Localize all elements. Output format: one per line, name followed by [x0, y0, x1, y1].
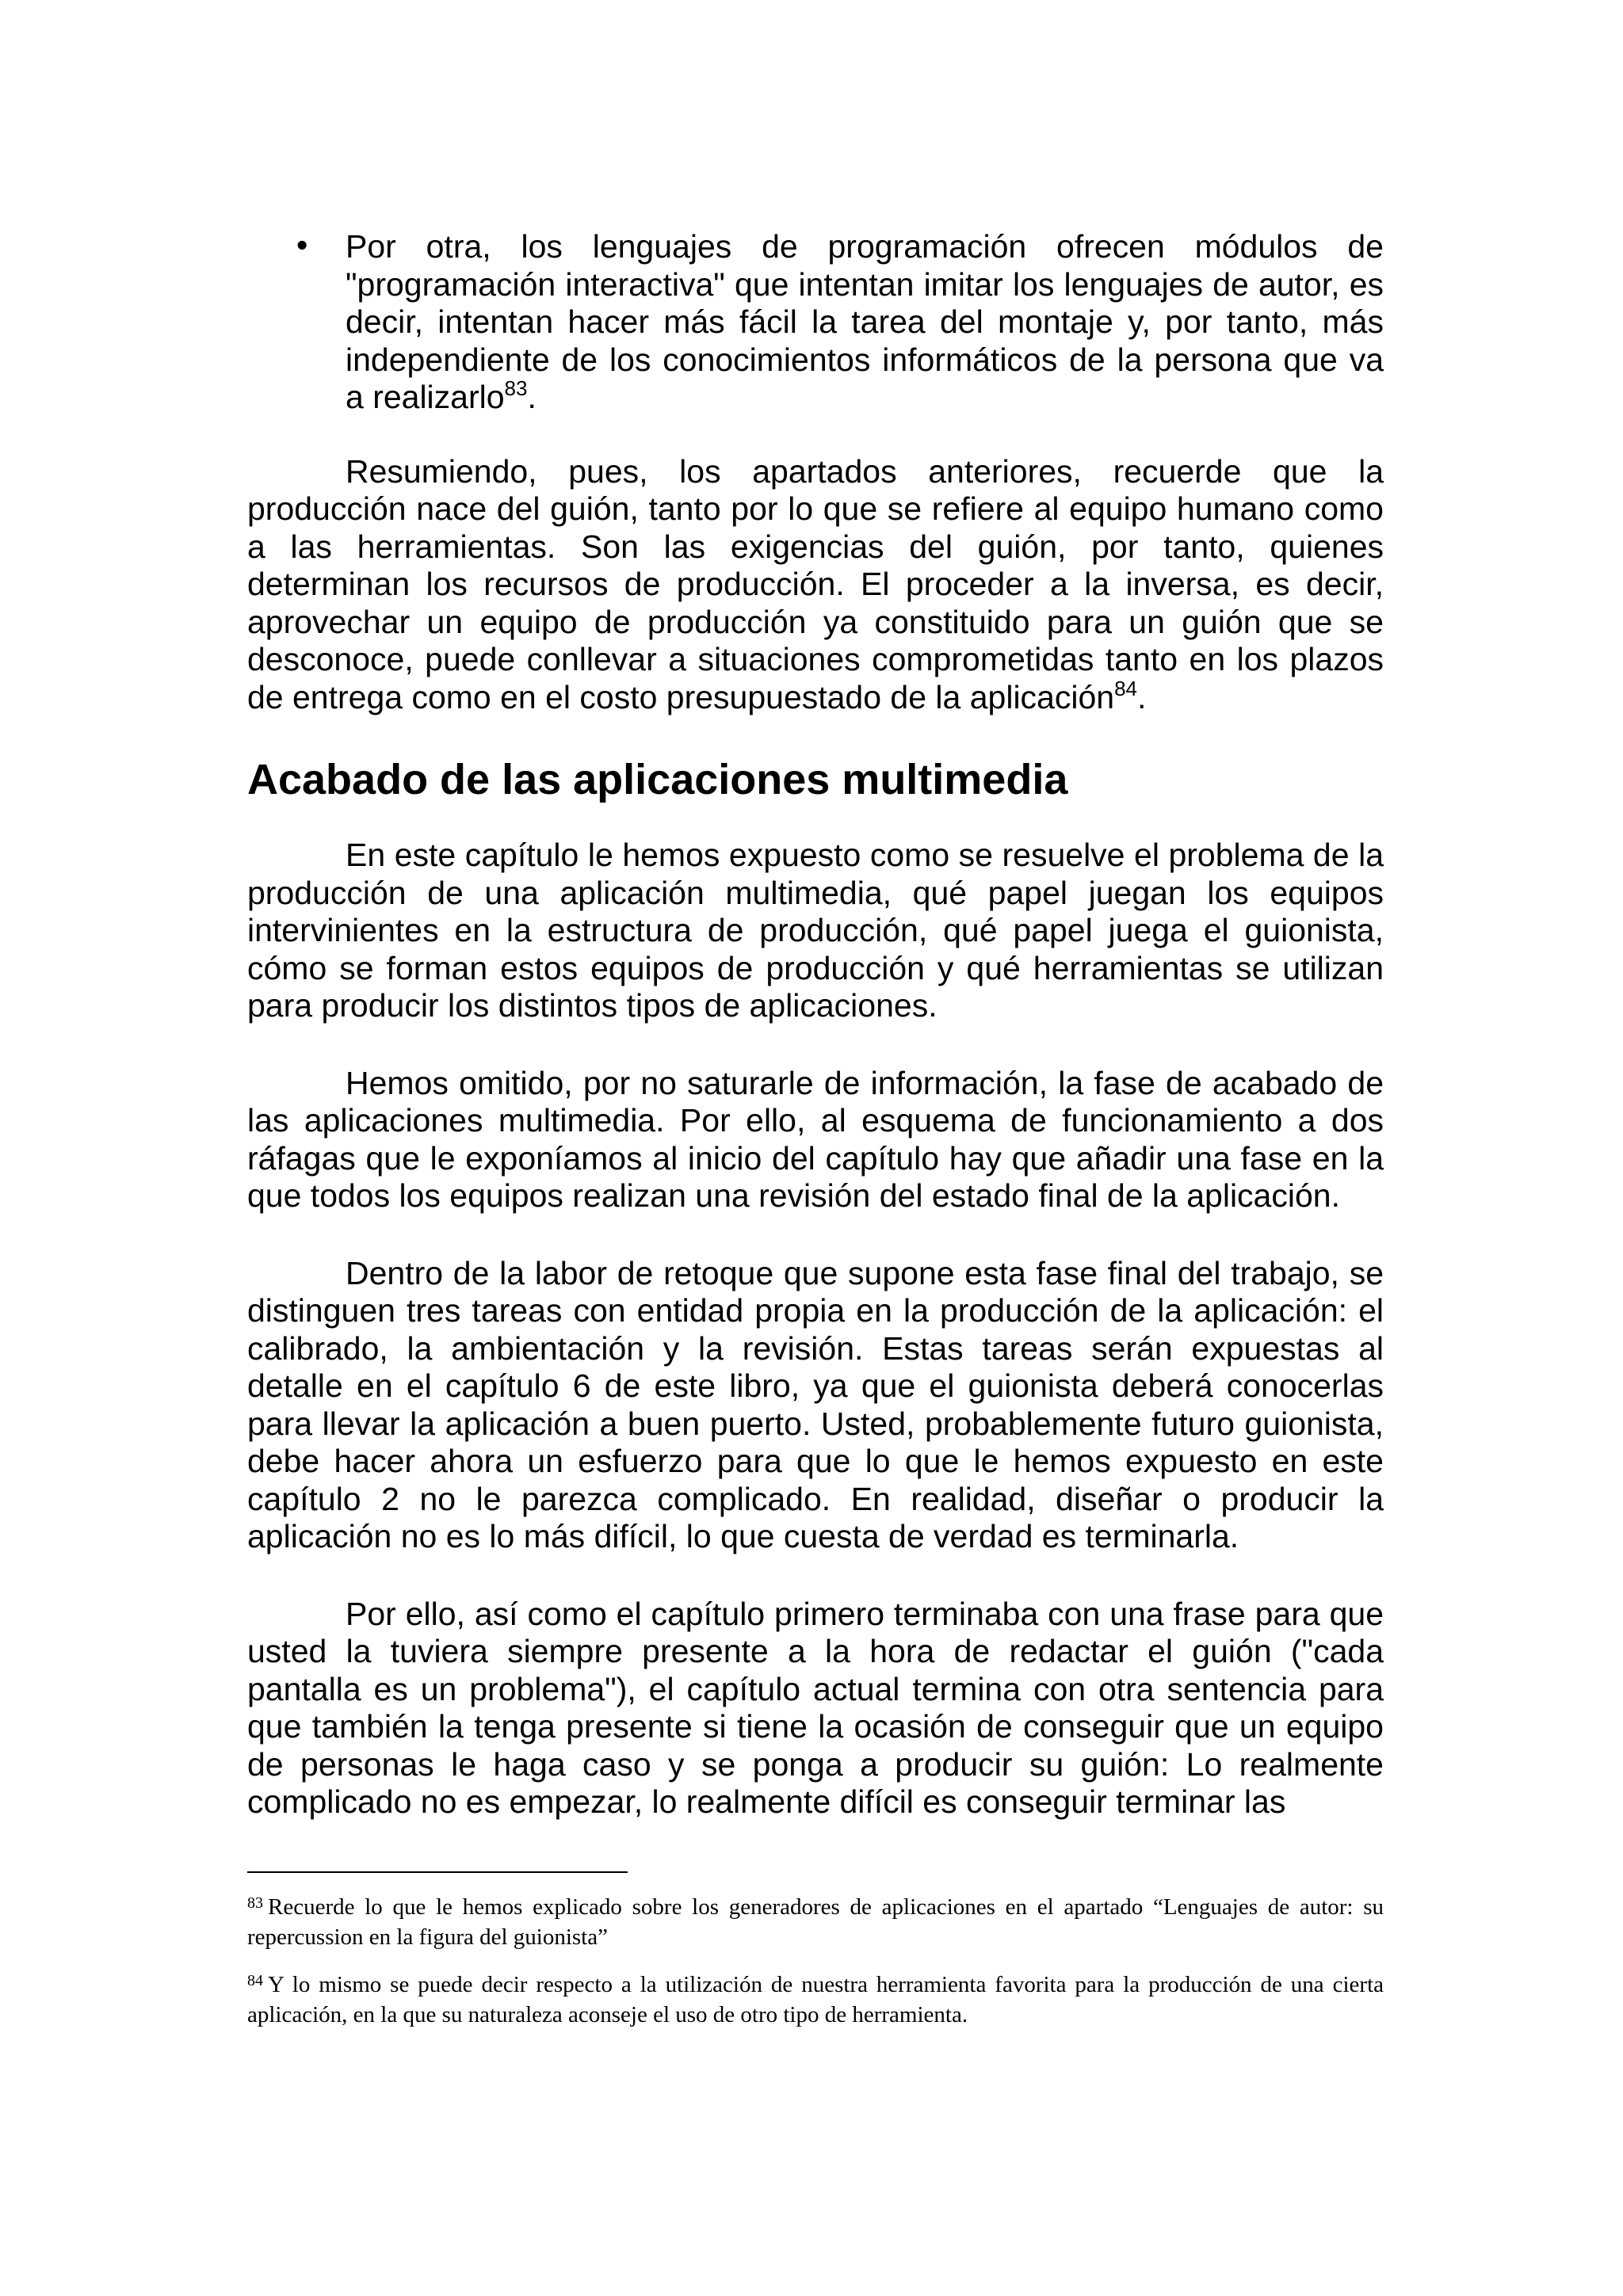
footnote-ref-83[interactable]: 83 [504, 376, 528, 400]
bullet-text [346, 228, 1384, 417]
page-body [247, 228, 1384, 1821]
intro-paragraph [247, 453, 1384, 717]
intro-paragraph-end: . [1137, 678, 1147, 715]
bullet-dot-icon: • [296, 227, 308, 263]
section-paragraph-1: En este capítulo le hemos expuesto como se resuelve el problema de la producción de una aplicación multimedia, qué papel juegan los equipos intervinientes en la estructura de producción, qué papel juega el guionista, cómo se forman estos equipos de producción y qué herramientas se utilizan para producir los distintos tipos de aplicaciones. [247, 837, 1384, 1024]
section-paragraph-3: Dentro de la labor de retoque que supone esta fase final del trabajo, se distinguen tres tareas con entidad propia en la producción de la aplicación: el calibrado, la ambientación y la revisión. Estas tareas serán expuestas al detalle en el capítulo 6 de este libro, ya que el guionista deberá conocerlas para llevar la aplicación a buen puerto. Usted, probablemente futuro guionista, debe hacer ahora un esfuerzo para que lo que le hemos expuesto en este capítulo 2 no le parezca complicado. En realidad, diseñar o producir la aplicación no es lo más difícil, lo que cuesta de verdad es terminarla. [247, 1254, 1384, 1554]
section-paragraph-4: Por ello, así como el capítulo primero terminaba con una frase para que usted la tuviera siempre presente a la hora de redactar el guión ("cada pantalla es un problema"), el capítulo actual termina con otra sentencia para que también la tenga presente si tiene la ocasión de conseguir que un equipo de personas le haga caso y se ponga a producir su guión: Lo realmente complicado no es empezar, lo realmente difícil es conseguir terminar las [247, 1595, 1384, 1820]
bullet-text-end: . [527, 379, 537, 415]
section-heading: Acabado de las aplicaciones multimedia [247, 756, 1068, 803]
footnote-ref-84[interactable]: 84 [1114, 676, 1137, 700]
footnote-84 [247, 1970, 1384, 2030]
bullet-item [247, 228, 1384, 417]
footnote-text: Y lo mismo se puede decir respecto a la utilización de nuestra herramienta favorita para la producción de una cierta aplicación, en la que su naturaleza aconseje el uso de otro tipo de herramienta. [247, 1972, 1384, 2027]
footnote-number: 84 [247, 1972, 263, 1989]
footnote-number: 83 [247, 1894, 263, 1912]
footnote-text: Recuerde lo que le hemos explicado sobre los generadores de aplicaciones en el apartado “Lenguajes de autor: su repercussion en la figura del guionista” [247, 1894, 1384, 1950]
footnote-83 [247, 1892, 1384, 1952]
footnote-separator [247, 1871, 628, 1873]
section-paragraph-2: Hemos omitido, por no saturarle de información, la fase de acabado de las aplicaciones multimedia. Por ello, al esquema de funcionamiento a dos ráfagas que le exponíamos al inicio del capítulo hay que añadir una fase en la que todos los equipos realizan una revisión del estado final de la aplicación. [247, 1064, 1384, 1214]
bullet-text-body: Por otra, los lenguajes de programación ofrecen módulos de "programación interactiva" que intentan imitar los lenguajes de autor, es decir, intentan hacer más fácil la tarea del montaje y, por tanto, más independiente de los conocimientos informáticos de la persona que va a realizarlo [346, 228, 1384, 415]
intro-paragraph-body: Resumiendo, pues, los apartados anteriores, recuerde que la producción nace del guión, tanto por lo que se refiere al equipo humano como a las herramientas. Son las exigencias del guión, por tanto, quienes determinan los recursos de producción. El proceder a la inversa, es decir, aprovechar un equipo de producción ya constituido para un guión que se desconoce, puede conllevar a situaciones comprometidas tanto en los plazos de entrega como en el costo presupuestado de la aplicación [247, 452, 1384, 715]
footnotes [247, 1892, 1384, 2047]
